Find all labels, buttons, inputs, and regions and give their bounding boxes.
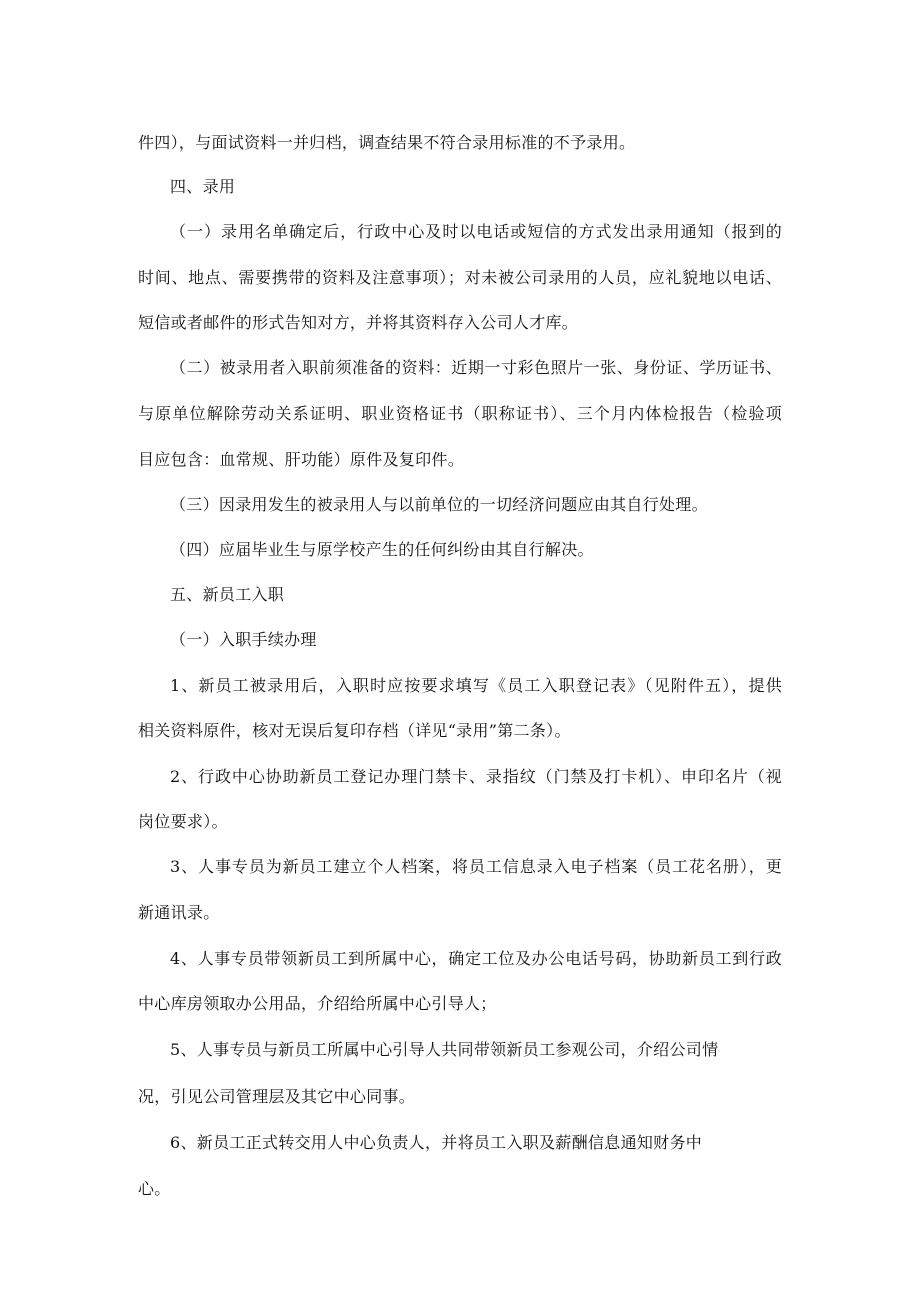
paragraph-line: （一）录用名单确定后，行政中心及时以电话或短信的方式发出录用通知（报到的 [170, 222, 782, 241]
paragraph-line: 2、行政中心协助新员工登记办理门禁卡、录指纹（门禁及打卡机）、申印名片（视 [170, 767, 782, 786]
paragraph-line: 6、新员工正式转交用人中心负责人，并将员工入职及薪酬信息通知财务中 [170, 1133, 703, 1152]
paragraph-line: 新通讯录。 [138, 903, 220, 922]
paragraph-line: 相关资料原件，核对无误后复印存档（详见“录用”第二条）。 [138, 721, 571, 740]
paragraph-line: 5、人事专员与新员工所属中心引导人共同带领新员工参观公司，介绍公司情 [170, 1040, 719, 1059]
paragraph-line: 心。 [138, 1179, 171, 1198]
paragraph-line: 岗位要求）。 [138, 812, 228, 831]
paragraph-line: 件四），与面试资料一并归档，调查结果不符合录用标准的不予录用。 [138, 133, 636, 152]
section-heading: 五、新员工入职 [170, 585, 285, 604]
paragraph-line: 目应包含：血常规、肝功能）原件及复印件。 [138, 450, 465, 469]
paragraph-line: （二）被录用者入职前须准备的资料：近期一寸彩色照片一张、身份证、学历证书、 [170, 358, 782, 377]
paragraph-line: 时间、地点、需要携带的资料及注意事项）；对未被公司录用的人员，应礼貌地以电话、 [138, 268, 782, 287]
paragraph-line: 4、人事专员带领新员工到所属中心，确定工位及办公电话号码，协助新员工到行政 [170, 949, 782, 968]
paragraph-line: 中心库房领取办公用品，介绍给所属中心引导人； [138, 994, 497, 1013]
subsection-heading: （一）入职手续办理 [170, 630, 317, 649]
paragraph-line: 3、人事专员为新员工建立个人档案，将员工信息录入电子档案（员工花名册），更 [170, 857, 782, 876]
paragraph-line: 况，引见公司管理层及其它中心同事。 [138, 1087, 416, 1106]
paragraph-line: 与原单位解除劳动关系证明、职业资格证书（职称证书）、三个月内体检报告（检验项 [138, 404, 782, 423]
paragraph-line: （三）因录用发生的被录用人与以前单位的一切经济问题应由其自行处理。 [170, 495, 708, 514]
paragraph-line: 1、新员工被录用后，入职时应按要求填写《员工入职登记表》（见附件五），提供 [170, 676, 782, 695]
paragraph-line: 短信或者邮件的形式告知对方，并将其资料存入公司人才库。 [138, 313, 579, 332]
section-heading: 四、录用 [170, 177, 236, 196]
paragraph-line: （四）应届毕业生与原学校产生的任何纠纷由其自行解决。 [170, 540, 594, 559]
